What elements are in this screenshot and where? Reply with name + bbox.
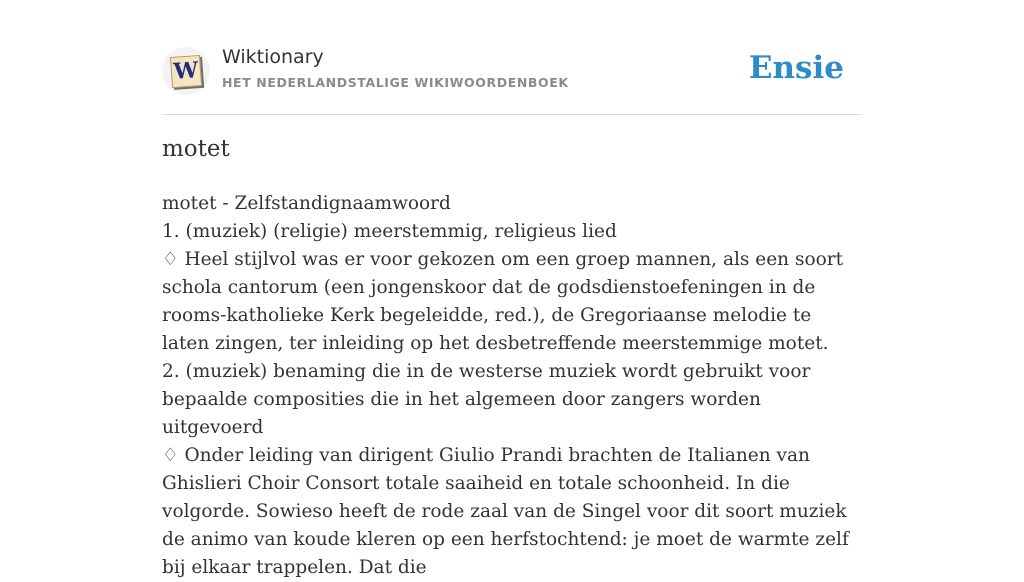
sense-1-example: ♢ Heel stijlvol was er voor gekozen om een groep mannen, als een soort schola cantorum (een jongenskoor dat de godsdienstoefeningen in de rooms-katholieke Kerk begeleidde, red.), de Gregoriaanse melodie te laten zingen, ter inleiding op het desbetreffende meerstemmige motet. (162, 249, 844, 354)
sense-1-definition: 1. (muziek) (religie) meerstemmig, religieus lied (162, 221, 617, 242)
part-of-speech-line: motet - Zelfstandignaamwoord (162, 193, 451, 214)
site-header (162, 44, 862, 115)
page-title: motet (162, 136, 230, 162)
sense-2-example: ♢ Onder leiding van dirigent Giulio Prandi brachten de Italianen van Ghislieri Choir Consort totale saaiheid en totale schoonheid. In die volgorde. Sowieso heeft de rode zaal van de Singel voor dit soort muziek de animo van koude kleren op een herfstochtend: je moet de warmte zelf bij elkaar trappelen. Dat die (162, 445, 849, 578)
entry-body (162, 190, 862, 582)
site-title[interactable]: Wiktionary (222, 46, 324, 68)
site-subtitle: HET NEDERLANDSTALIGE WIKIWOORDENBOEK (222, 75, 569, 90)
wiktionary-logo[interactable] (162, 47, 210, 95)
w-tile-icon: W (170, 55, 202, 88)
ensie-brand-logo[interactable]: Ensie (748, 50, 844, 86)
sense-2-definition: 2. (muziek) benaming die in de westerse muziek wordt gebruikt voor bepaalde composities die in het algemeen door zangers worden uitgevoerd (162, 361, 811, 438)
